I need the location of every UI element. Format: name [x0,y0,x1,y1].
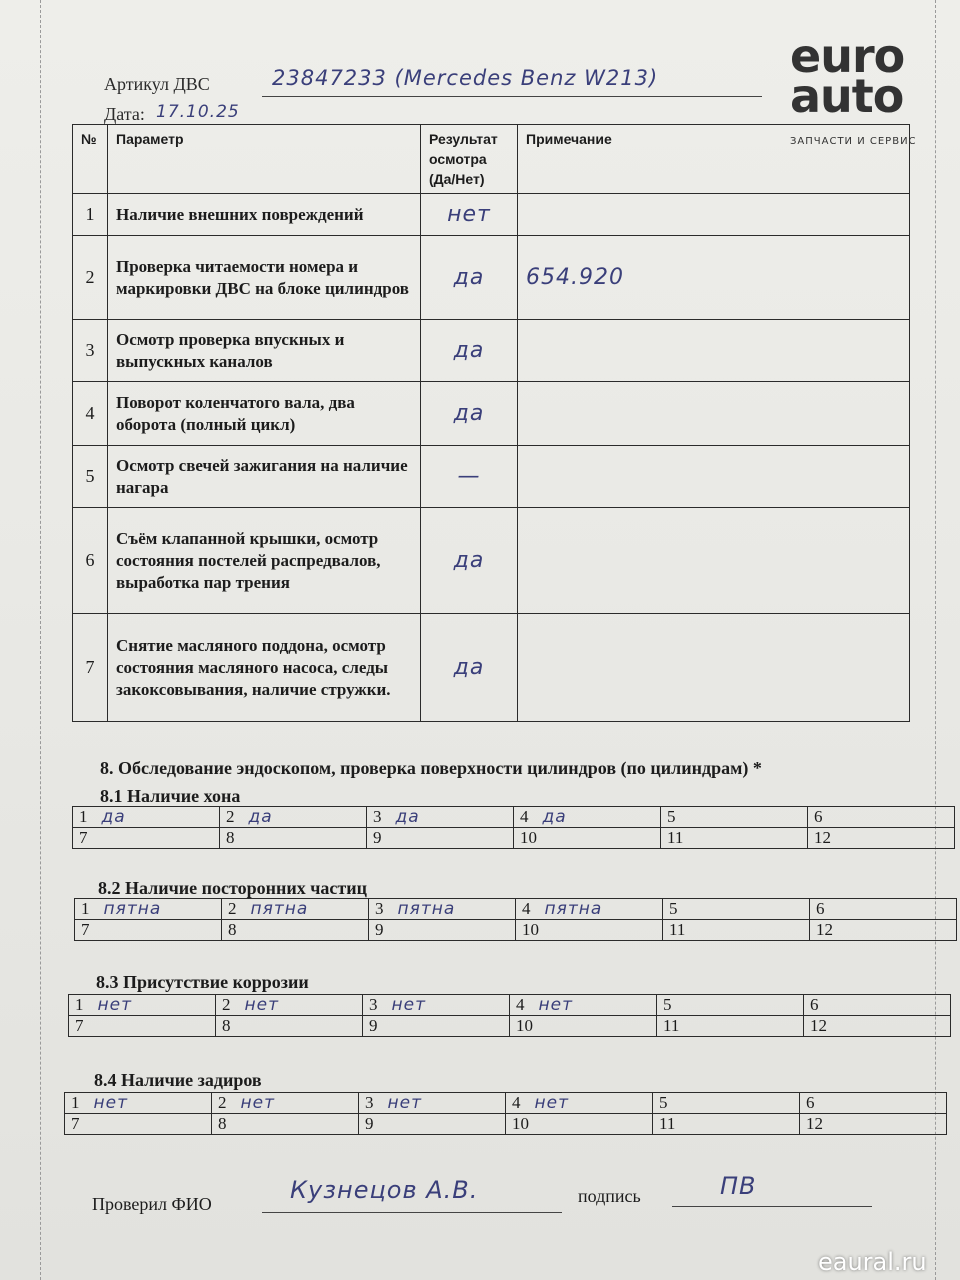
row-note [518,382,910,446]
logo-tagline: ЗАПЧАСТИ И СЕРВИС [790,136,917,147]
cylinder-cell: 3 нет [363,995,510,1016]
cylinder-cell: 11 [657,1016,804,1037]
cylinder-cell: 4 пятна [516,899,663,920]
cylinder-row [69,1016,951,1037]
cylinder-cell: 1 нет [65,1093,212,1114]
cylinder-cell: 5 [657,995,804,1016]
row-result: да [421,614,518,722]
cylinder-cell: 3 нет [359,1093,506,1114]
cylinder-grid-scoring [64,1092,947,1135]
logo-line-1: euro [790,29,905,83]
subsection-title: 8.2 Наличие посторонних частиц [98,878,367,898]
cylinder-cell: 1 нет [69,995,216,1016]
col-header-result: Результат осмотра (Да/Нет) [421,125,518,194]
cylinder-cell: 7 [73,828,220,849]
cylinder-row [73,828,955,849]
cylinder-cell: 11 [653,1114,800,1135]
row-result: да [421,508,518,614]
cylinder-row [73,807,955,828]
inspection-table [72,124,910,722]
cylinder-cell: 12 [804,1016,951,1037]
cylinder-cell: 4 да [514,807,661,828]
row-parameter: Снятие масляного поддона, осмотр состояния масляного насоса, следы закоксовывания, наличие стружки. [108,614,421,722]
row-number: 3 [73,320,108,382]
table-row [73,320,910,382]
cylinder-cell: 8 [216,1016,363,1037]
row-parameter: Наличие внешних повреждений [108,194,421,236]
cylinder-cell: 7 [75,920,222,941]
row-number: 5 [73,446,108,508]
signature: ПВ [720,1172,757,1200]
subsection-title: 8.4 Наличие задиров [94,1070,262,1090]
cylinder-cell: 1 да [73,807,220,828]
cylinder-cell: 8 [222,920,369,941]
row-parameter: Осмотр свечей зажигания на наличие нагара [108,446,421,508]
cylinder-cell: 5 [653,1093,800,1114]
col-header-num: № [73,125,108,194]
cylinder-cell: 11 [663,920,810,941]
cylinder-grid-particles [74,898,957,941]
cylinder-cell: 12 [810,920,957,941]
cylinder-cell: 6 [810,899,957,920]
cylinder-cell: 3 да [367,807,514,828]
row-result: да [421,382,518,446]
subsection-title: 8.3 Присутствие коррозии [96,972,309,992]
cylinder-cell: 7 [65,1114,212,1135]
row-note [518,194,910,236]
signature-underline [672,1206,872,1207]
cylinder-cell: 5 [661,807,808,828]
cylinder-cell: 7 [69,1016,216,1037]
row-number: 4 [73,382,108,446]
cylinder-row [69,995,951,1016]
inspector-label: Проверил ФИО [92,1194,212,1214]
cylinder-cell: 11 [661,828,808,849]
cylinder-row [65,1093,947,1114]
row-number: 2 [73,236,108,320]
row-parameter: Поворот коленчатого вала, два оборота (полный цикл) [108,382,421,446]
perforation-line [935,0,936,1280]
table-row [73,194,910,236]
table-row [73,446,910,508]
cylinder-cell: 10 [510,1016,657,1037]
watermark: eaural.ru [818,1248,927,1276]
cylinder-cell: 8 [212,1114,359,1135]
cylinder-cell: 6 [808,807,955,828]
article-underline [262,96,762,97]
row-result: да [421,236,518,320]
cylinder-cell: 1 пятна [75,899,222,920]
table-row [73,382,910,446]
perforation-line [40,0,41,1280]
row-parameter: Проверка читаемости номера и маркировки ДВС на блоке цилиндров [108,236,421,320]
cylinder-cell: 4 нет [510,995,657,1016]
table-header-row [73,125,910,194]
cylinder-cell: 12 [808,828,955,849]
cylinder-row [75,899,957,920]
row-note [518,320,910,382]
cylinder-grid-hone [72,806,955,849]
article-label: Артикул ДВС [104,74,210,94]
cylinder-cell: 5 [663,899,810,920]
row-result: да [421,320,518,382]
cylinder-cell: 9 [369,920,516,941]
date-value: 17.10.25 [156,102,240,122]
inspector-underline [262,1212,562,1213]
row-note [518,614,910,722]
cylinder-cell: 9 [363,1016,510,1037]
row-note: 654.920 [518,236,910,320]
cylinder-cell: 10 [514,828,661,849]
cylinder-row [65,1114,947,1135]
col-header-param: Параметр [108,125,421,194]
row-parameter: Осмотр проверка впускных и выпускных каналов [108,320,421,382]
row-number: 7 [73,614,108,722]
row-note [518,446,910,508]
row-result: — [421,446,518,508]
cylinder-cell: 6 [800,1093,947,1114]
cylinder-cell: 2 нет [212,1093,359,1114]
table-row [73,508,910,614]
table-row [73,614,910,722]
table-row [73,236,910,320]
col-header-note: Примечание [518,125,910,194]
cylinder-cell: 2 пятна [222,899,369,920]
cylinder-cell: 8 [220,828,367,849]
cylinder-grid-corrosion [68,994,951,1037]
row-note [518,508,910,614]
cylinder-cell: 10 [506,1114,653,1135]
inspector-name: Кузнецов А.В. [290,1176,479,1204]
row-number: 6 [73,508,108,614]
date-label: Дата: [104,104,145,124]
section-8-title: 8. Обследование эндоскопом, проверка поверхности цилиндров (по цилиндрам) * [100,758,762,778]
article-value: 23847233 (Mercedes Benz W213) [272,66,659,90]
cylinder-cell: 2 нет [216,995,363,1016]
cylinder-cell: 3 пятна [369,899,516,920]
cylinder-cell: 10 [516,920,663,941]
cylinder-row [75,920,957,941]
row-result: нет [421,194,518,236]
cylinder-cell: 4 нет [506,1093,653,1114]
logo-line-2: auto [790,69,904,123]
row-parameter: Съём клапанной крышки, осмотр состояния постелей распредвалов, выработка пар трения [108,508,421,614]
subsection-title: 8.1 Наличие хона [100,786,241,806]
cylinder-cell: 12 [800,1114,947,1135]
signature-label: подпись [578,1186,641,1206]
cylinder-cell: 9 [367,828,514,849]
cylinder-cell: 2 да [220,807,367,828]
cylinder-cell: 6 [804,995,951,1016]
row-number: 1 [73,194,108,236]
cylinder-cell: 9 [359,1114,506,1135]
